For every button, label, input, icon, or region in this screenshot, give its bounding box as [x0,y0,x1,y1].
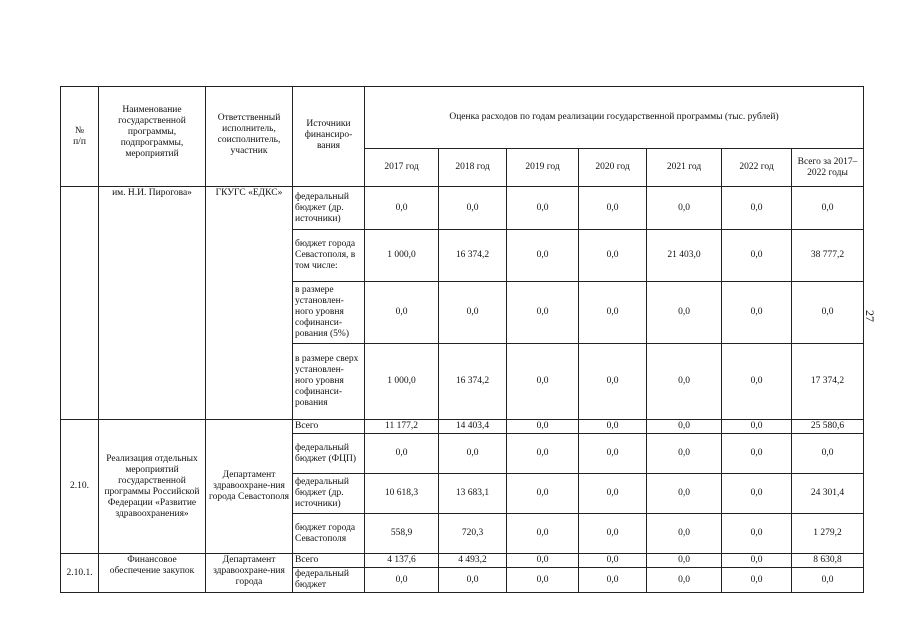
value-cell: 0,0 [722,514,792,554]
value-cell: 0,0 [579,282,647,344]
value-cell: 0,0 [507,434,579,474]
value-cell: 0,0 [507,554,579,568]
value-cell: 0,0 [647,282,722,344]
value-cell: 1 279,2 [792,514,864,554]
value-cell: 8 630,8 [792,554,864,568]
value-cell: 0,0 [507,514,579,554]
value-cell: 0,0 [722,282,792,344]
value-cell: 21 403,0 [647,230,722,282]
value-cell: 0,0 [722,554,792,568]
header-col-no: № п/п [61,87,99,187]
row-number [61,187,99,420]
value-cell: 0,0 [792,568,864,593]
year-2017: 2017 год [365,149,439,187]
value-cell: 0,0 [722,474,792,514]
value-cell: 0,0 [579,187,647,230]
value-cell: 0,0 [507,344,579,420]
year-2018: 2018 год [439,149,507,187]
value-cell: 16 374,2 [439,344,507,420]
value-cell: 0,0 [792,187,864,230]
value-cell: 0,0 [722,187,792,230]
value-cell: 558,9 [365,514,439,554]
value-cell: 4 493,2 [439,554,507,568]
value-cell: 0,0 [365,568,439,593]
budget-table [60,86,864,593]
row-source: федеральный бюджет (др. источники) [293,187,365,230]
row-responsible: Департамент здравоохране-ния города [206,554,293,593]
value-cell: 14 403,4 [439,420,507,434]
table-row [61,554,864,568]
value-cell: 0,0 [439,282,507,344]
year-2019: 2019 год [507,149,579,187]
value-cell: 16 374,2 [439,230,507,282]
header-row [61,87,864,149]
value-cell: 0,0 [507,474,579,514]
value-cell: 0,0 [722,344,792,420]
value-cell: 0,0 [579,554,647,568]
row-responsible: Департамент здравоохране-ния города Севастополя [206,420,293,554]
value-cell: 0,0 [579,344,647,420]
value-cell: 17 374,2 [792,344,864,420]
value-cell: 0,0 [579,420,647,434]
value-cell: 720,3 [439,514,507,554]
value-cell: 0,0 [579,514,647,554]
value-cell: 13 683,1 [439,474,507,514]
value-cell: 0,0 [722,230,792,282]
value-cell: 0,0 [507,420,579,434]
header-col-sources: Источники финансиро-вания [293,87,365,187]
header-col-name: Наименование государственной программы, подпрограммы, мероприятий [99,87,206,187]
row-name: им. Н.И. Пирогова» [99,187,206,420]
row-source: федеральный бюджет [293,568,365,593]
row-number: 2.10. [61,420,99,554]
value-cell: 0,0 [647,344,722,420]
value-cell: 24 301,4 [792,474,864,514]
value-cell: 0,0 [579,568,647,593]
value-cell: 0,0 [439,568,507,593]
table-row [61,187,864,230]
value-cell: 0,0 [365,187,439,230]
value-cell: 0,0 [579,434,647,474]
row-responsible: ГКУГС «ЕДКС» [206,187,293,420]
row-source: в размере сверх установлен-ного уровня софинанси-рования [293,344,365,420]
value-cell: 0,0 [647,187,722,230]
table-row [61,420,864,434]
value-cell: 0,0 [439,434,507,474]
row-source: федеральный бюджет (ФЦП) [293,434,365,474]
value-cell: 0,0 [647,420,722,434]
page-number: 27 [863,310,877,322]
row-source: Всего [293,420,365,434]
value-cell: 0,0 [365,282,439,344]
value-cell: 0,0 [507,230,579,282]
row-number: 2.10.1. [61,554,99,593]
value-cell: 10 618,3 [365,474,439,514]
header-col-estimate: Оценка расходов по годам реализации государственной программы (тыс. рублей) [365,87,864,149]
value-cell: 11 177,2 [365,420,439,434]
row-source: бюджет города Севастополя [293,514,365,554]
value-cell: 0,0 [647,554,722,568]
row-source: Всего [293,554,365,568]
row-name: Финансовое обеспечение закупок [99,554,206,593]
value-cell: 1 000,0 [365,344,439,420]
year-total: Всего за 2017–2022 годы [792,149,864,187]
year-2020: 2020 год [579,149,647,187]
value-cell: 25 580,6 [792,420,864,434]
row-source: федеральный бюджет (др. источники) [293,474,365,514]
header-col-responsible: Ответственный исполнитель, соисполнитель, участник [206,87,293,187]
value-cell: 0,0 [722,420,792,434]
value-cell: 0,0 [647,434,722,474]
value-cell: 0,0 [647,514,722,554]
row-source: в размере установлен-ного уровня софинанси-рования (5%) [293,282,365,344]
value-cell: 4 137,6 [365,554,439,568]
row-name: Реализация отдельных мероприятий государственной программы Российской Федерации «Развитие здравоохранения» [99,420,206,554]
row-source: бюджет города Севастополя, в том числе: [293,230,365,282]
value-cell: 0,0 [722,568,792,593]
year-2021: 2021 год [647,149,722,187]
value-cell: 0,0 [647,568,722,593]
year-2022: 2022 год [722,149,792,187]
value-cell: 0,0 [507,187,579,230]
value-cell: 38 777,2 [792,230,864,282]
value-cell: 0,0 [792,282,864,344]
value-cell: 0,0 [507,282,579,344]
value-cell: 0,0 [507,568,579,593]
value-cell: 0,0 [579,230,647,282]
value-cell: 0,0 [579,474,647,514]
value-cell: 0,0 [722,434,792,474]
value-cell: 0,0 [647,474,722,514]
value-cell: 0,0 [365,434,439,474]
value-cell: 0,0 [792,434,864,474]
value-cell: 0,0 [439,187,507,230]
value-cell: 1 000,0 [365,230,439,282]
